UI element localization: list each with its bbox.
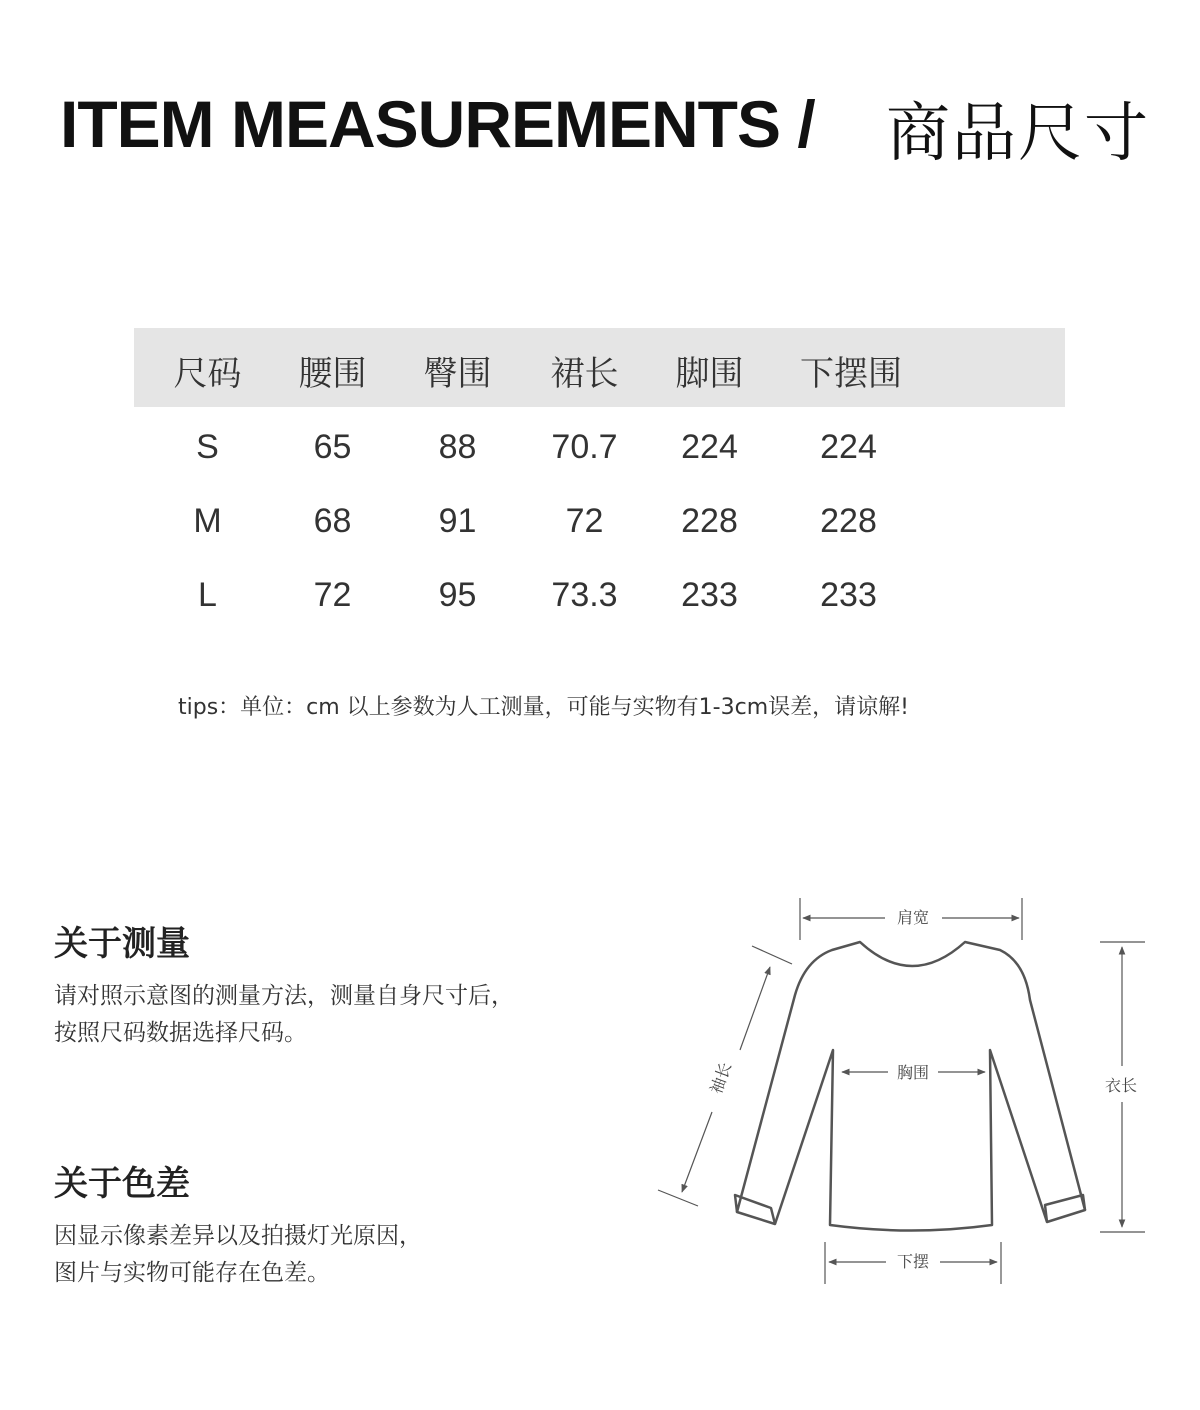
- color-section-body: [54, 1218, 422, 1292]
- cell-size: M: [193, 502, 222, 540]
- header-skirt-length: 裙长: [550, 354, 619, 394]
- header-hip: 臀围: [423, 354, 492, 394]
- cell-skirt-length: 70.7: [551, 428, 618, 466]
- cell-size: L: [198, 576, 217, 614]
- label-sleeve: 袖长: [706, 1059, 736, 1097]
- color-line-2: 图片与实物可能存在色差。: [54, 1260, 330, 1286]
- page-title-english: ITEM MEASUREMENTS /: [60, 87, 815, 161]
- color-section-title: 关于色差: [54, 1164, 190, 1204]
- shirt-outline: [735, 942, 1085, 1231]
- color-line-1: 因显示像素差异以及拍摄灯光原因，: [54, 1223, 422, 1249]
- label-chest: 胸围: [896, 1063, 930, 1082]
- cell-size: S: [196, 428, 219, 466]
- cell-waist: 68: [313, 502, 352, 540]
- cell-hip: 88: [438, 428, 477, 466]
- header-size: 尺码: [173, 354, 242, 394]
- cell-hem-circumference: 224: [820, 428, 877, 466]
- cell-skirt-length: 72: [565, 502, 604, 540]
- label-shoulder: 肩宽: [896, 908, 930, 927]
- page-title: [60, 78, 1160, 178]
- measure-section-title: 关于测量: [54, 924, 190, 964]
- cell-hem-circumference: 233: [820, 576, 877, 614]
- cell-hem-circumference: 228: [820, 502, 877, 540]
- cell-hip: 95: [438, 576, 477, 614]
- table-row: [134, 576, 1065, 636]
- header-hem-circumference: 下摆围: [800, 354, 902, 394]
- cell-waist: 65: [313, 428, 352, 466]
- size-table-header: [134, 328, 1065, 407]
- cell-leg-opening: 228: [681, 502, 738, 540]
- table-row: [134, 428, 1065, 488]
- table-row: [134, 502, 1065, 562]
- cell-leg-opening: 233: [681, 576, 738, 614]
- measure-section-body: [54, 978, 514, 1052]
- page-title-chinese: 商品尺寸: [886, 97, 1150, 171]
- cell-leg-opening: 224: [681, 428, 738, 466]
- tips-note: tips：单位：cm 以上参数为人工测量，可能与实物有1-3cm误差，请谅解!: [178, 695, 909, 720]
- label-hem: 下摆: [896, 1252, 930, 1271]
- garment-measurement-diagram: [640, 880, 1160, 1300]
- measure-line-2: 按照尺码数据选择尺码。: [54, 1020, 307, 1046]
- measure-line-1: 请对照示意图的测量方法，测量自身尺寸后，: [54, 983, 514, 1009]
- cell-hip: 91: [438, 502, 477, 540]
- label-length: 衣长: [1104, 1076, 1138, 1095]
- cell-waist: 72: [313, 576, 352, 614]
- header-leg-opening: 脚围: [675, 354, 744, 394]
- cell-skirt-length: 73.3: [551, 576, 618, 614]
- header-waist: 腰围: [298, 354, 367, 394]
